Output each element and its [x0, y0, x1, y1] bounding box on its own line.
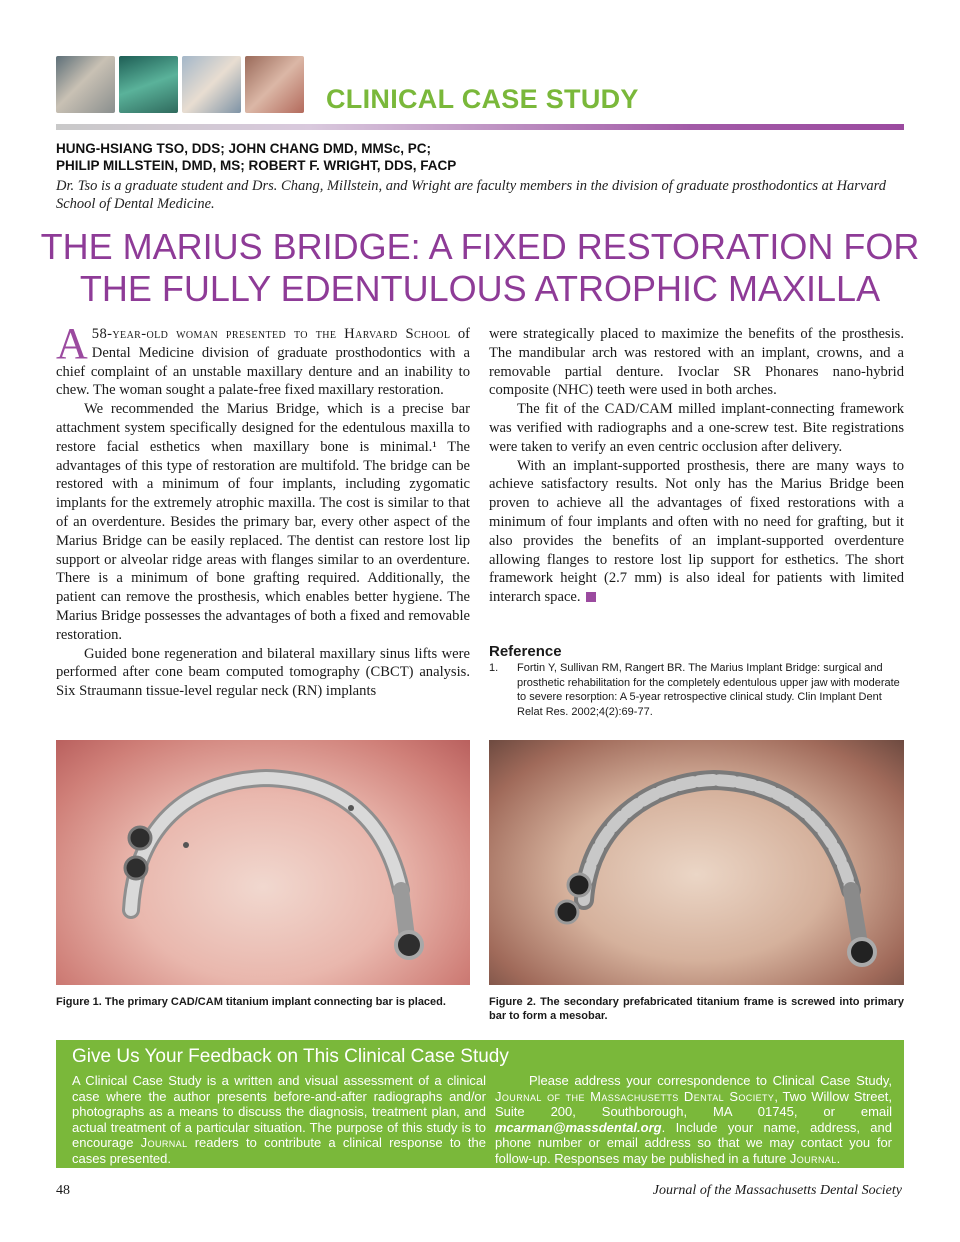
lead-in-smallcaps: 58-year-old woman presented to the Harvard School — [91, 326, 451, 342]
reference-heading: Reference — [489, 643, 562, 660]
feedback-contact-end: . — [836, 1150, 841, 1166]
authors-line-1: HUNG-HSIANG TSO, DDS; JOHN CHANG DMD, MMSc, PC; — [56, 141, 432, 156]
paragraph-6 — [489, 457, 904, 607]
paragraph-1-text: of Dental Medicine division of graduate prosthodontics with a chief complaint of an unstable maxillary denture and an inability to chew. The woman sought a palate-free fixed maxillary restoration. — [56, 326, 470, 399]
article-title-line-1: THE MARIUS BRIDGE: A FIXED RESTORATION FOR — [40, 226, 920, 267]
figure-1-caption: Figure 1. The primary CAD/CAM titanium implant connecting bar is placed. — [56, 996, 446, 1008]
feedback-contact-text-2: . Include your name, address, and phone number or email address so that we may contact you for follow-up. Responses may be published in a future — [495, 1119, 892, 1166]
header-photo-3 — [182, 56, 241, 113]
header-rule — [56, 124, 904, 130]
article-title — [40, 226, 920, 310]
header-photo-2 — [119, 56, 178, 113]
journal-smallcaps-2: Journal — [789, 1150, 837, 1166]
header-photo-4 — [245, 56, 304, 113]
authors — [56, 140, 906, 174]
paragraph-6-text: With an implant-supported prosthesis, there are many ways to achieve satisfactory results. Not only has the Marius Bridge been proven to achieve all the advantages of fixed restorations with a minimum of four implants and often with no need for grafting, but it also provides the benefits of an implant-supported overdenture allowing flanges to restore lost lip support for esthetics. The short framework height (2.7 mm) is also ideal for patients with limited interarch space. — [489, 457, 904, 606]
body-column-right — [489, 325, 904, 607]
feedback-box — [56, 1040, 904, 1168]
feedback-title: Give Us Your Feedback on This Clinical Case Study — [72, 1046, 509, 1067]
paragraph-3: Guided bone regeneration and bilateral maxillary sinus lifts were performed after cone beam computed tomography (CBCT) analysis. Six Straumann tissue-level regular neck (RN) implants — [56, 645, 470, 700]
figure-1-photo — [56, 740, 470, 985]
article-title-line-2: THE FULLY EDENTULOUS ATROPHIC MAXILLA — [79, 268, 881, 309]
figure-2-photo — [489, 740, 904, 985]
paragraph-2: We recommended the Marius Bridge, which is a precise bar attachment system specifically designed for the edentulous maxilla to restore facial esthetics when maxillary bone is minimal.¹ The advantages of this type of restoration are multifold. The bridge can be restored with a minimum of four implants, including zygomatic implants for the extremely atrophic maxilla. The cost is similar to that of an overdenture. Besides the primary bar, every other aspect of the Marius Bridge can be easily replaced. The dentist can restore lost lip support or alveolar ridge areas with flanges similar to an overdenture. There is a minimum of bone grafting required. Additionally, the patient can remove the prosthesis, which enables better hygiene. The Marius Bridge possesses the advantages of both a fixed and removable restoration. — [56, 401, 470, 643]
journal-smallcaps: Journal — [140, 1135, 188, 1151]
reference-item — [489, 661, 904, 719]
journal-name-footer: Journal of the Massachusetts Dental Society — [652, 1183, 902, 1198]
figure-1-illustration — [56, 740, 470, 985]
drop-cap: A — [56, 319, 88, 368]
figure-2-illustration — [489, 740, 904, 985]
feedback-description-text: A Clinical Case Study is a written and visual assessment of a clinical case where the author presents before-and-after radiographs and/or photographs as a means to discuss the diagnosis, treatment plan, and actual treatment of a particular situation. The purpose of this study is to encourage — [72, 1073, 486, 1151]
body-column-left — [56, 319, 470, 701]
feedback-description — [72, 1073, 486, 1167]
feedback-address: , Two Willow Street, Suite 200, Southborough, MA 01745, or email — [495, 1088, 892, 1120]
paragraph-5: The fit of the CAD/CAM milled implant-connecting framework was verified with radiographs and a one-screw test. Bite registrations were taken to verify an even centric occlusion after delivery. — [489, 401, 904, 455]
figure-2-caption: Figure 2. The secondary prefabricated titanium frame is screwed into primary bar to form a mesobar. — [489, 996, 904, 1022]
feedback-email-link[interactable]: mcarman@massdental.org — [495, 1119, 662, 1135]
reference-text: Fortin Y, Sullivan RM, Rangert BR. The Marius Implant Bridge: surgical and prosthetic rehabilitation for the completely edentulous upper jaw with moderate to severe resorption: A 5-year retrospective clinical study. Clin Implant Dent Relat Res. 2002;4(2):69-77. — [517, 662, 900, 718]
feedback-contact-text: Please address your correspondence to Clinical Case Study, — [529, 1073, 892, 1088]
journal-name-smallcaps: Journal of the Massachusetts Dental Society — [495, 1088, 775, 1104]
reference-number: 1. — [489, 662, 499, 674]
paragraph-1 — [56, 319, 470, 400]
section-label: CLINICAL CASE STUDY — [326, 84, 639, 114]
feedback-description-text-end: readers to contribute a clinical response to the cases presented. — [72, 1135, 486, 1166]
header-photo-strip — [56, 56, 304, 113]
end-mark-icon — [586, 592, 596, 602]
page-number: 48 — [56, 1183, 70, 1198]
feedback-contact — [495, 1073, 892, 1167]
author-affiliation: Dr. Tso is a graduate student and Drs. Chang, Millstein, and Wright are faculty members in the division of graduate prosthodontics at Harvard School of Dental Medicine. — [56, 178, 886, 212]
paragraph-4: were strategically placed to maximize the benefits of the prosthesis. The mandibular arch was restored with an implant, crowns, and a removable partial denture. Ivoclar SR Phonares nano-hybrid composite (NHC) teeth were used in both arches. — [489, 326, 904, 399]
authors-line-2: PHILIP MILLSTEIN, DMD, MS; ROBERT F. WRIGHT, DDS, FACP — [56, 158, 457, 173]
header-photo-1 — [56, 56, 115, 113]
